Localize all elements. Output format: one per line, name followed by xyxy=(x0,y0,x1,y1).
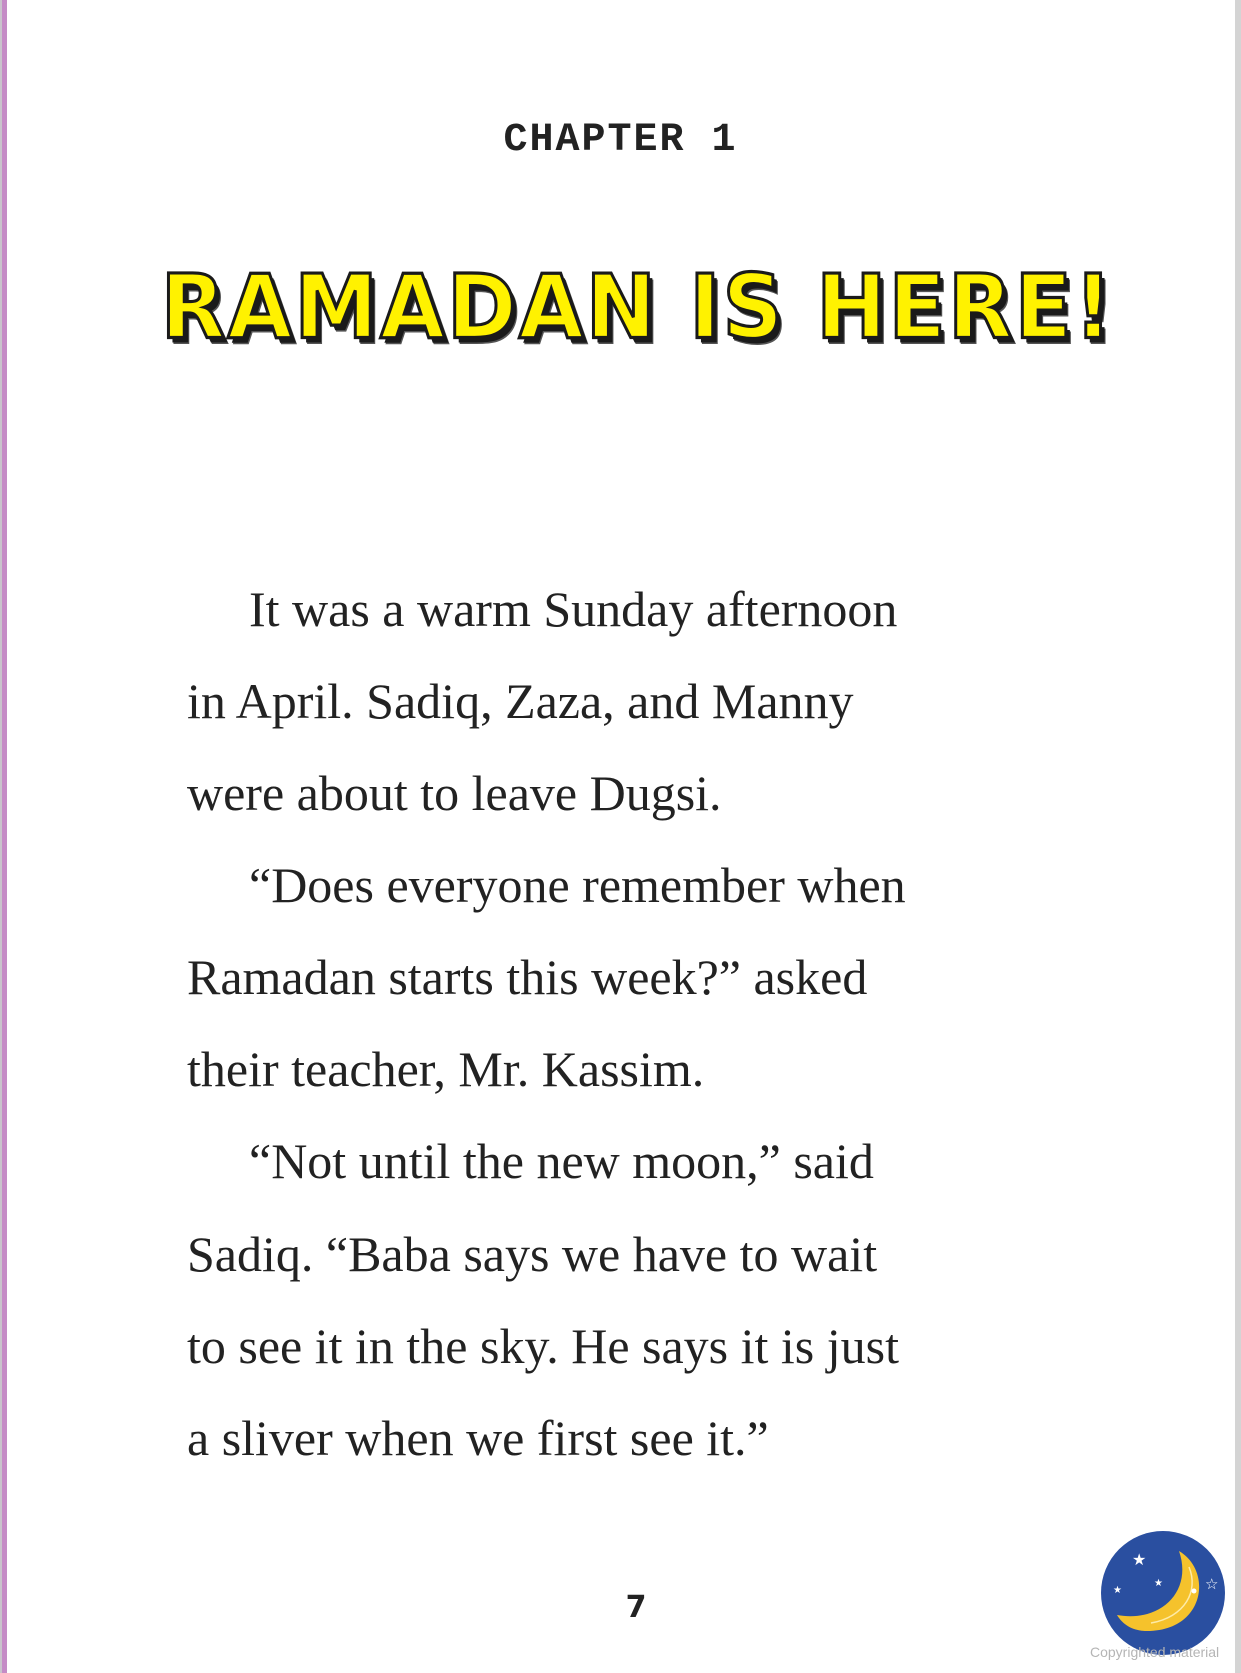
page-edge-purple xyxy=(2,0,7,1673)
text-line: Ramadan starts this week?” asked xyxy=(187,949,868,1005)
text-line: It was a warm Sunday afternoon xyxy=(249,581,898,637)
text-line: a sliver when we first see it.” xyxy=(187,1410,769,1466)
svg-text:★: ★ xyxy=(1132,1550,1147,1569)
copyright-watermark: Copyrighted material xyxy=(1090,1644,1220,1660)
svg-text:★: ★ xyxy=(1154,1578,1163,1589)
text-line: were about to leave Dugsi. xyxy=(187,765,722,821)
scrollbar[interactable] xyxy=(1235,0,1241,1673)
text-line: Sadiq. “Baba says we have to wait xyxy=(187,1226,878,1282)
chapter-title: RAMADAN IS HERE! xyxy=(160,255,1115,359)
text-line: in April. Sadiq, Zaza, and Manny xyxy=(187,673,854,729)
moon-badge-icon xyxy=(1101,1531,1225,1655)
text-line: “Does everyone remember when xyxy=(249,857,906,913)
svg-text:☆: ☆ xyxy=(1205,1575,1219,1593)
text-line: their teacher, Mr. Kassim. xyxy=(187,1041,705,1097)
text-line: “Not until the new moon,” said xyxy=(249,1133,874,1189)
text-line: to see it in the sky. He says it is just xyxy=(187,1318,899,1374)
svg-text:★: ★ xyxy=(1113,1585,1122,1596)
page-number: 7 xyxy=(625,1590,647,1625)
chapter-label: CHAPTER 1 xyxy=(503,118,738,163)
